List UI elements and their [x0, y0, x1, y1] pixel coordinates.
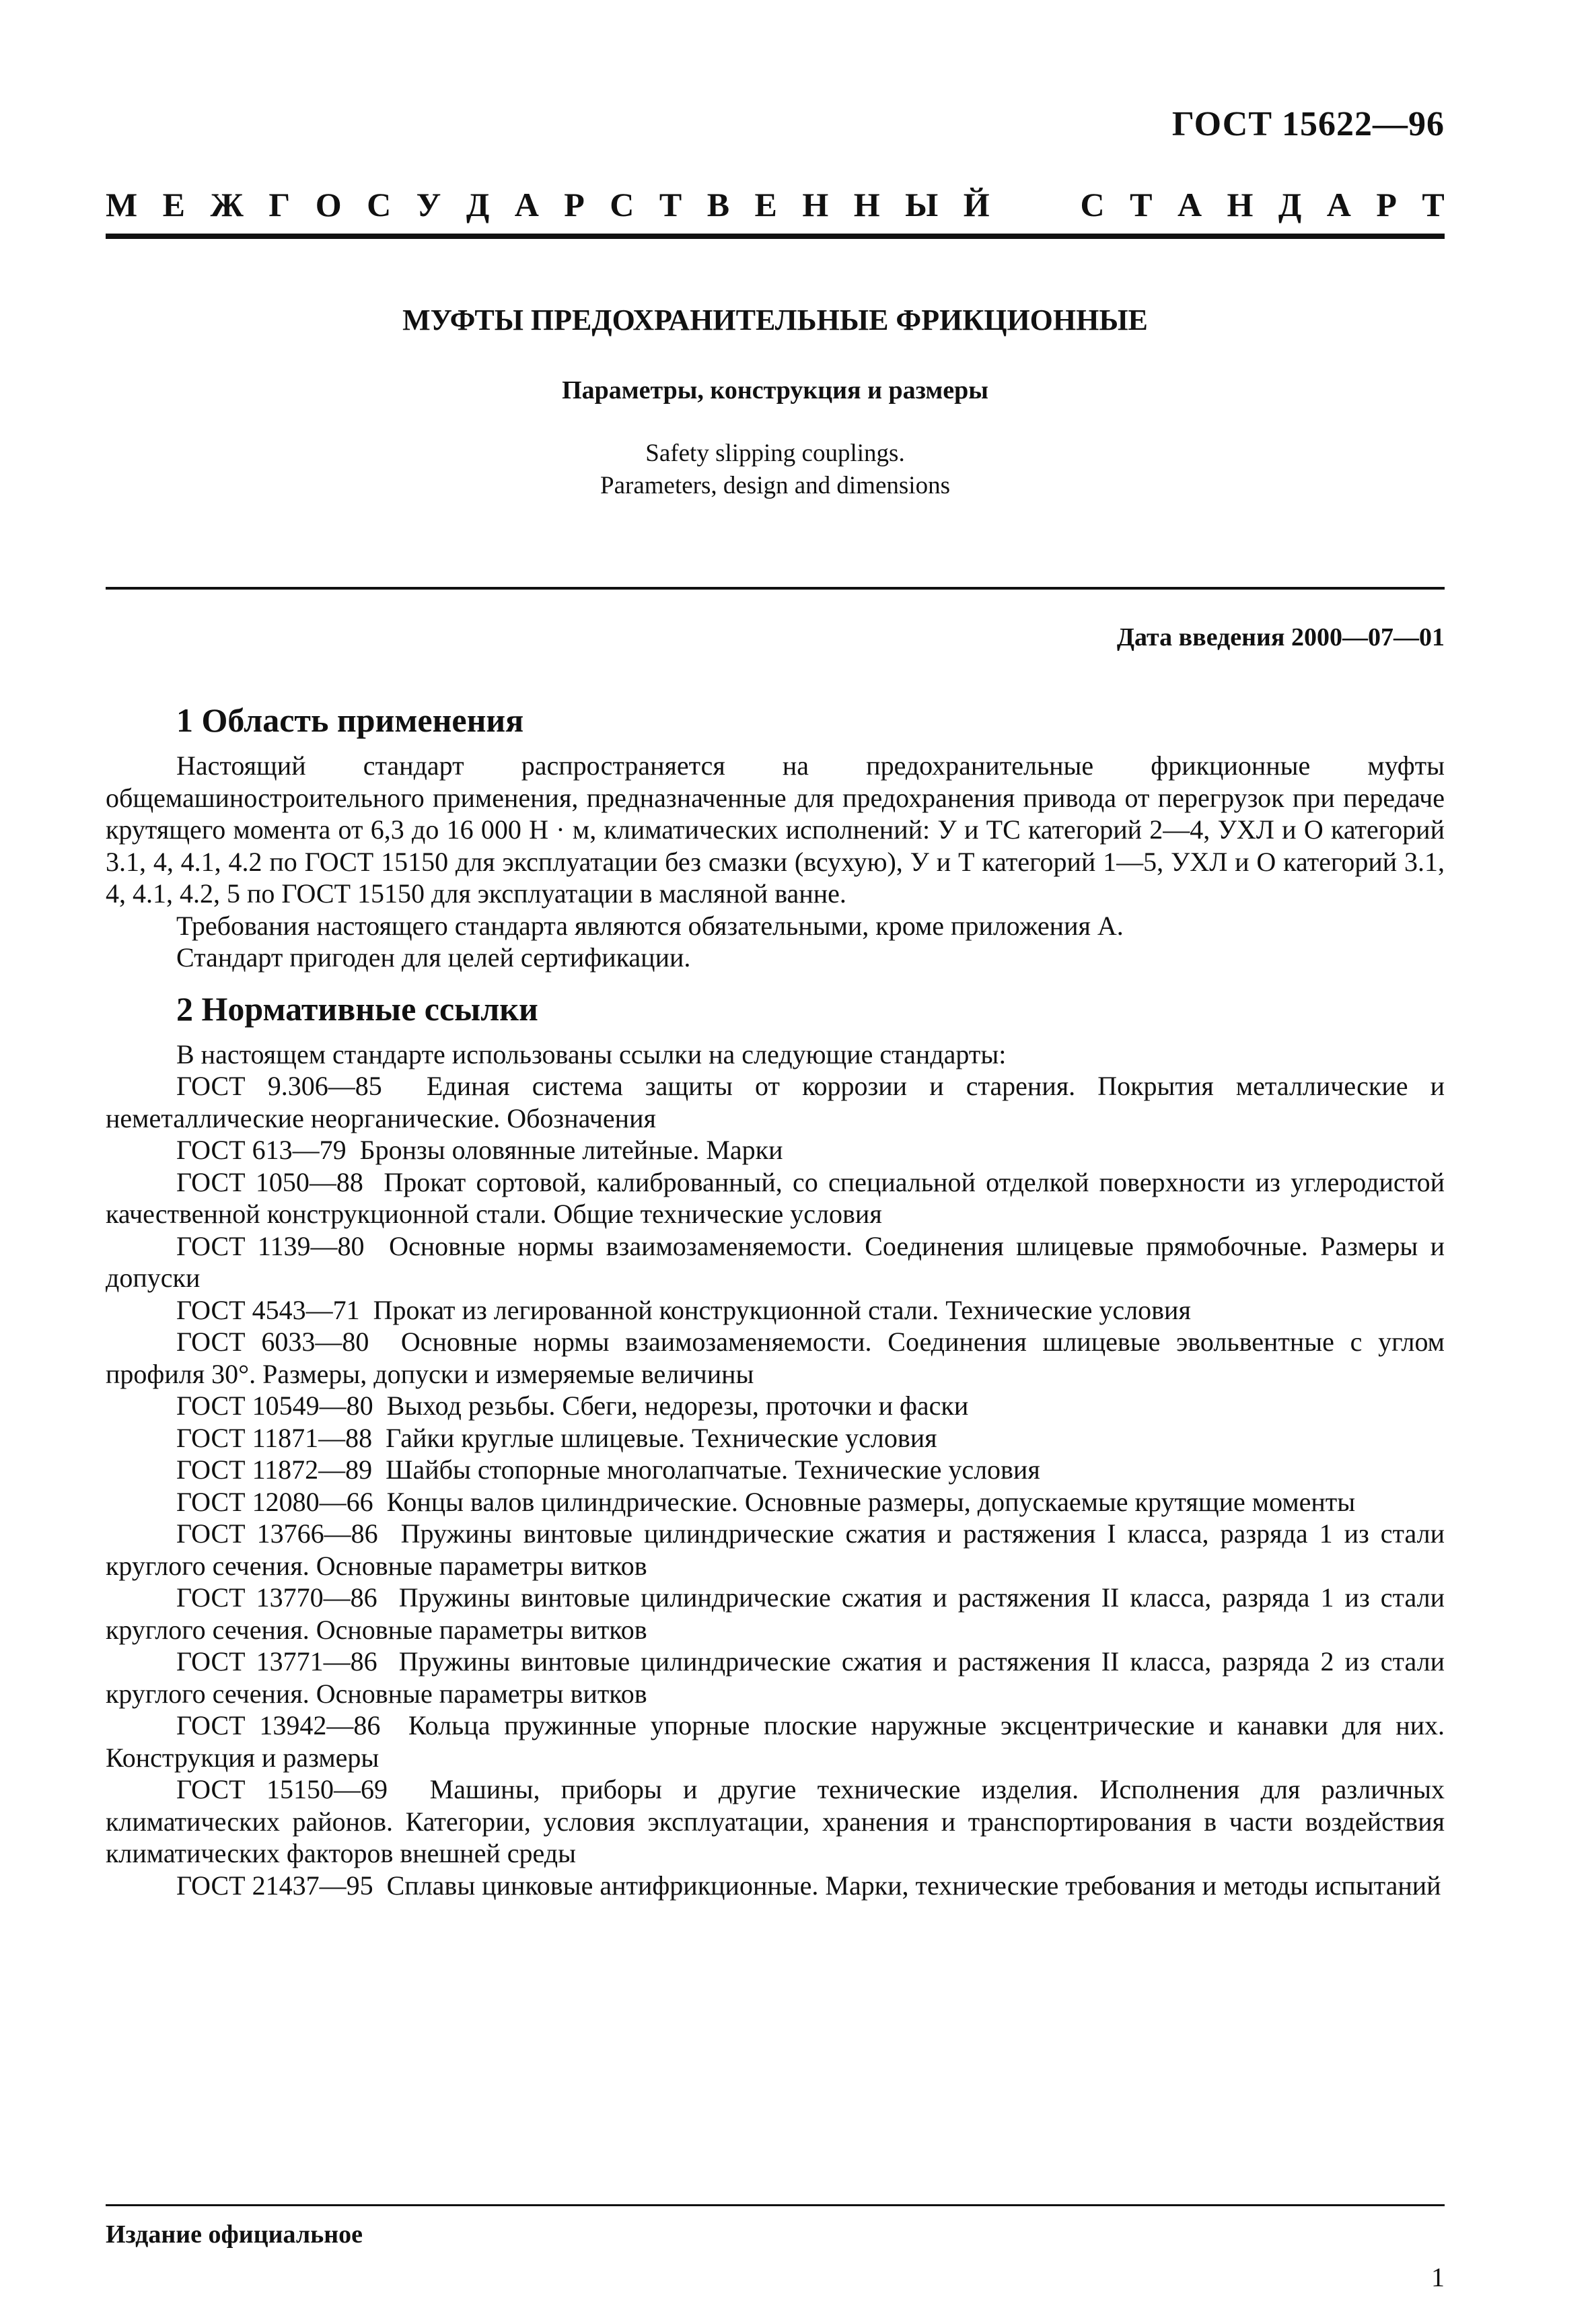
reference-title: Выход резьбы. Сбеги, недорезы, проточки и фаски	[386, 1390, 969, 1421]
footer-rule	[106, 2204, 1445, 2206]
section-heading: 1 Область применения	[176, 701, 524, 739]
banner-letter: Е	[162, 186, 186, 223]
reference-code: ГОСТ 13942—86	[176, 1710, 381, 1740]
reference-title: Основные нормы взаимозаменяемости. Соединения шлицевые прямобочные. Размеры и допуски	[106, 1230, 1445, 1293]
banner-letter: Н	[802, 186, 829, 223]
reference-code: ГОСТ 4543—71	[176, 1294, 360, 1325]
reference-entry	[106, 1422, 1445, 1454]
reference-title: Концы валов цилиндрические. Основные размеры, допускаемые крутящие моменты	[386, 1486, 1356, 1517]
banner-letter: Р	[564, 186, 585, 223]
gost-number: ГОСТ 15622—96	[1171, 105, 1445, 143]
section-spacer	[106, 974, 1445, 989]
reference-code: ГОСТ 12080—66	[176, 1486, 373, 1517]
reference-entry	[106, 1454, 1445, 1486]
document-subtitle: Параметры, конструкция и размеры	[562, 376, 988, 404]
reference-entry	[106, 1390, 1445, 1422]
banner-letter: Т	[1130, 186, 1153, 223]
reference-entry	[106, 1870, 1445, 1902]
reference-code: ГОСТ 6033—80	[176, 1327, 369, 1357]
banner-letter: Н	[1227, 186, 1254, 223]
body-paragraph: Настоящий стандарт распространяется на предохранительные фрикционные муфты общемашиностроительного применения, предназначенные для предохранения привода от перегрузок при передаче крутящего момента от 6,3 до 16 000 Н · м, климатических исполнений: У и ТС категорий 2—4, УХЛ и О категорий 3.1, 4, 4.1, 4.2 по ГОСТ 15150 для эксплуатации без смазки (всухую), У и Т категорий 1—5, УХЛ и О категорий 3.1, 4, 4.1, 4.2, 5 по ГОСТ 15150 для эксплуатации в масляной ванне.	[106, 750, 1445, 909]
reference-code: ГОСТ 13766—86	[176, 1518, 378, 1549]
reference-code: ГОСТ 21437—95	[176, 1870, 373, 1901]
reference-code: ГОСТ 613—79	[176, 1135, 347, 1165]
reference-title: Основные нормы взаимозаменяемости. Соединения шлицевые эвольвентные с углом профиля 30°. Размеры, допуски и измеряемые величины	[106, 1327, 1445, 1389]
banner-letter: А	[1326, 186, 1351, 223]
banner-letter: Н	[853, 186, 880, 223]
body-paragraph: Требования настоящего стандарта являются обязательными, кроме приложения А.	[176, 910, 1124, 941]
reference-code: ГОСТ 1050—88	[176, 1166, 363, 1197]
english-title	[106, 437, 1445, 502]
reference-title: Пружины винтовые цилиндрические сжатия и растяжения I класса, разряда 1 из стали круглого сечения. Основные параметры витков	[106, 1518, 1445, 1581]
reference-code: ГОСТ 11871—88	[176, 1422, 373, 1453]
reference-code: ГОСТ 11872—89	[176, 1454, 373, 1485]
reference-title: Гайки круглые шлицевые. Технические условия	[386, 1422, 937, 1453]
section-heading: 2 Нормативные ссылки	[176, 989, 538, 1028]
banner-letter: Д	[466, 186, 490, 223]
reference-title: Сплавы цинковые антифрикционные. Марки, технические требования и методы испытаний	[386, 1870, 1441, 1901]
title-separator-rule	[106, 587, 1445, 590]
banner-letter: О	[315, 186, 342, 223]
banner-gap	[1015, 185, 1055, 224]
banner-letter: М	[106, 186, 138, 223]
reference-entry	[106, 1230, 1445, 1294]
banner-letter: А	[1177, 186, 1202, 223]
banner-letter: А	[514, 186, 539, 223]
reference-code: ГОСТ 9.306—85	[176, 1071, 382, 1101]
page-number: 1	[1431, 2262, 1445, 2292]
reference-entry	[106, 1294, 1445, 1327]
reference-entry	[106, 1518, 1445, 1582]
banner-letter: С	[367, 186, 392, 223]
interstate-standard-banner	[106, 185, 1445, 224]
reference-entry	[106, 1070, 1445, 1134]
reference-title: Машины, приборы и другие технические изделия. Исполнения для различных климатических районов. Категории, условия эксплуатации, хранения и транспортирования в части воздействия климатических факторов внешней среды	[106, 1774, 1445, 1868]
reference-title: Шайбы стопорные многолапчатые. Технические условия	[386, 1454, 1040, 1485]
reference-entry	[106, 1134, 1445, 1166]
banner-letter: Й	[963, 186, 990, 223]
official-edition-label: Издание официальное	[106, 2220, 363, 2249]
reference-entry	[106, 1773, 1445, 1870]
reference-title: Кольца пружинные упорные плоские наружные эксцентрические и канавки для них. Конструкция и размеры	[106, 1710, 1445, 1773]
reference-title: Единая система защиты от коррозии и старения. Покрытия металлические и неметаллические неорганические. Обозначения	[106, 1071, 1445, 1133]
banner-letter: Е	[754, 186, 777, 223]
reference-code: ГОСТ 13770—86	[176, 1582, 377, 1613]
banner-letter: Ж	[210, 186, 244, 223]
banner-letter: Т	[659, 186, 682, 223]
header-rule-thin	[106, 237, 1445, 239]
banner-letter: Ы	[905, 186, 939, 223]
reference-entry	[106, 1166, 1445, 1230]
document-body	[106, 700, 1445, 1901]
english-title-line: Parameters, design and dimensions	[600, 472, 950, 499]
banner-letter: Г	[268, 186, 291, 223]
reference-title: Пружины винтовые цилиндрические сжатия и растяжения II класса, разряда 2 из стали круглого сечения. Основные параметры витков	[106, 1646, 1445, 1709]
reference-title: Пружины винтовые цилиндрические сжатия и растяжения II класса, разряда 1 из стали круглого сечения. Основные параметры витков	[106, 1582, 1445, 1645]
body-paragraph: В настоящем стандарте использованы ссылки на следующие стандарты:	[176, 1038, 1007, 1069]
banner-letter: С	[1080, 186, 1105, 223]
reference-title: Прокат из легированной конструкционной стали. Технические условия	[373, 1294, 1191, 1325]
body-paragraph: Стандарт пригоден для целей сертификации.	[176, 942, 691, 973]
reference-code: ГОСТ 13771—86	[176, 1646, 377, 1677]
reference-title: Прокат сортовой, калиброванный, со специальной отделкой поверхности из углеродистой качественной конструкционной стали. Общие технические условия	[106, 1166, 1445, 1229]
introduction-date: Дата введения 2000—07—01	[1116, 623, 1445, 652]
banner-letter: Р	[1376, 186, 1397, 223]
reference-code: ГОСТ 1139—80	[176, 1230, 365, 1261]
reference-entry	[106, 1646, 1445, 1710]
reference-code: ГОСТ 10549—80	[176, 1390, 373, 1421]
banner-letter: Т	[1422, 186, 1445, 223]
reference-entry	[106, 1582, 1445, 1646]
reference-entry	[106, 1710, 1445, 1773]
reference-entry	[106, 1486, 1445, 1518]
reference-code: ГОСТ 15150—69	[176, 1774, 388, 1804]
document-title: МУФТЫ ПРЕДОХРАНИТЕЛЬНЫЕ ФРИКЦИОННЫЕ	[402, 304, 1148, 337]
reference-title: Бронзы оловянные литейные. Марки	[359, 1135, 783, 1165]
banner-letter: В	[707, 186, 730, 223]
banner-letter: У	[416, 186, 441, 223]
banner-letter: С	[610, 186, 635, 223]
reference-entry	[106, 1326, 1445, 1390]
banner-letter: Д	[1278, 186, 1302, 223]
english-title-line: Safety slipping couplings.	[645, 439, 905, 467]
